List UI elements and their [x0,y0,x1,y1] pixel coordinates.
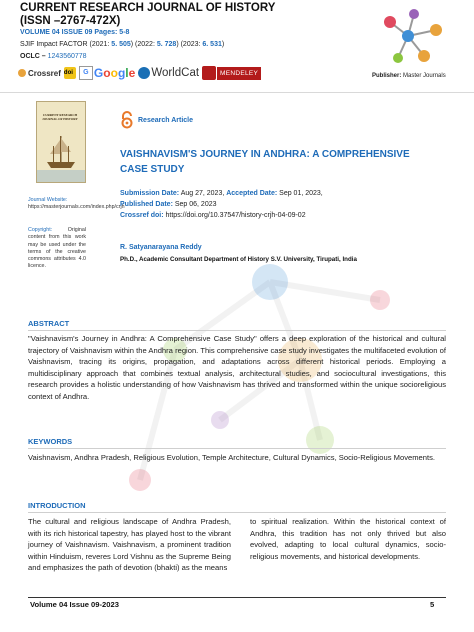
introduction-heading: INTRODUCTION [28,501,86,510]
journal-issn: (ISSN –2767-472X) [20,15,121,27]
journal-logo-icon [378,4,448,70]
footer-divider [28,597,446,598]
keywords-heading: KEYWORDS [28,437,73,446]
watermark-node [370,290,390,310]
journal-website: Journal Website: https://masterjournals.com/index.php/crjh [28,197,125,211]
keywords-text: Vaishnavism, Andhra Pradesh, Religious Evolution, Temple Architecture, Cultural Dynamics, Socio-Religious Movements. [28,453,436,462]
published-date: Published Date: Sep 06, 2023 [120,201,217,208]
open-access-icon [120,111,134,129]
cover-title: CURRENT RESEARCH JOURNAL OF HISTORY [42,113,78,121]
doi-logo[interactable]: doi [64,67,76,79]
submission-accepted-dates: Submission Date: Aug 27, 2023, Accepted Date: Sep 01, 2023, [120,190,323,197]
article-type: Research Article [138,117,193,124]
indexing-logos [18,64,261,82]
article-title: VAISHNAVISM'S JOURNEY IN ANDHRA: A COMPREHENSIVE CASE STUDY [120,149,410,175]
header-divider [0,92,474,93]
worldcat-logo[interactable]: WorldCat [138,65,199,81]
sjif-impact-factor: SJIF Impact FACTOR (2021: 5. 505) (2022: 5. 728) (2023: 6. 531) [20,41,225,48]
website-link[interactable]: https://masterjournals.com/index.php/crjh [28,204,125,211]
abstract-heading: ABSTRACT [28,319,70,328]
abstract-text: "Vaishnavism's Journey in Andhra: A Comprehensive Case Study" offers a deep exploration of the historical and cultural trajectory of Vaishnavism within the Andhra region. This comprehensive case study investigates the multifaceted evolution of Vaishnavism, tracing its origins, propagation, and adaptations across different historical periods. Employing a multidisciplinary approach that combines textual analysis, architectural studies, and sociocultural investigations, this research provides a holistic understanding of how Vaishnavism has thrived and transformed within the unique socioreligious context of Andhra. [28,334,446,401]
introduction-divider [28,512,446,513]
watermark-node [252,264,288,300]
google-scholar-icon: G [79,66,93,80]
abstract-divider [28,330,446,331]
keywords-divider [28,448,446,449]
google-logo[interactable]: G Google [79,65,135,81]
worldcat-icon [138,67,150,79]
copyright-note: Copyright: Original content from this work may be used under the terms of the creative commons attributes 4.0 licence. [28,227,86,270]
mendeley-icon [202,66,216,80]
watermark-node [211,411,229,429]
mendeley-logo[interactable]: MENDELEY [202,65,261,81]
volume-line: VOLUME 04 ISSUE 09 Pages: 5-8 [20,29,130,36]
oclc-number: OCLC – 1243560778 [20,53,87,60]
introduction-right-column: to spiritual realization. Within the historical context of Andhra, this tradition has not only thrived but also evolved, adapting to local cultural dynamics, socio-religious movements, and historical developments. [250,517,446,561]
crossref-logo[interactable]: Crossref [18,65,61,81]
author-affiliation: Ph.D., Academic Consultant Department of History S.V. University, Tirupati, India [120,256,357,263]
crossref-doi: Crossref doi: https://doi.org/10.37547/history-crjh-04-09-02 [120,212,306,219]
journal-title: CURRENT RESEARCH JOURNAL OF HISTORY [20,2,276,14]
author-name: R. Satyanarayana Reddy [120,244,202,251]
crossref-icon [18,69,26,77]
watermark-node [129,469,151,491]
introduction-left-column: The cultural and religious landscape of Andhra Pradesh, with its rich historical tapestry, has played host to the vibrant journey of Vaishnavism. Vaishnavism, a prominent tradition within Hinduism, reveres Lord Vishnu as the Supreme Being and emphasizes the path of devotion (bhakti) as the means [28,517,231,572]
footer-issue: Volume 04 Issue 09-2023 [30,600,119,609]
watermark-node [306,426,334,454]
doi-link[interactable]: https://doi.org/10.37547/history-crjh-04-09-02 [165,212,306,219]
publisher-label: Publisher: Master Journals [372,73,446,79]
page-number: 5 [430,600,435,609]
